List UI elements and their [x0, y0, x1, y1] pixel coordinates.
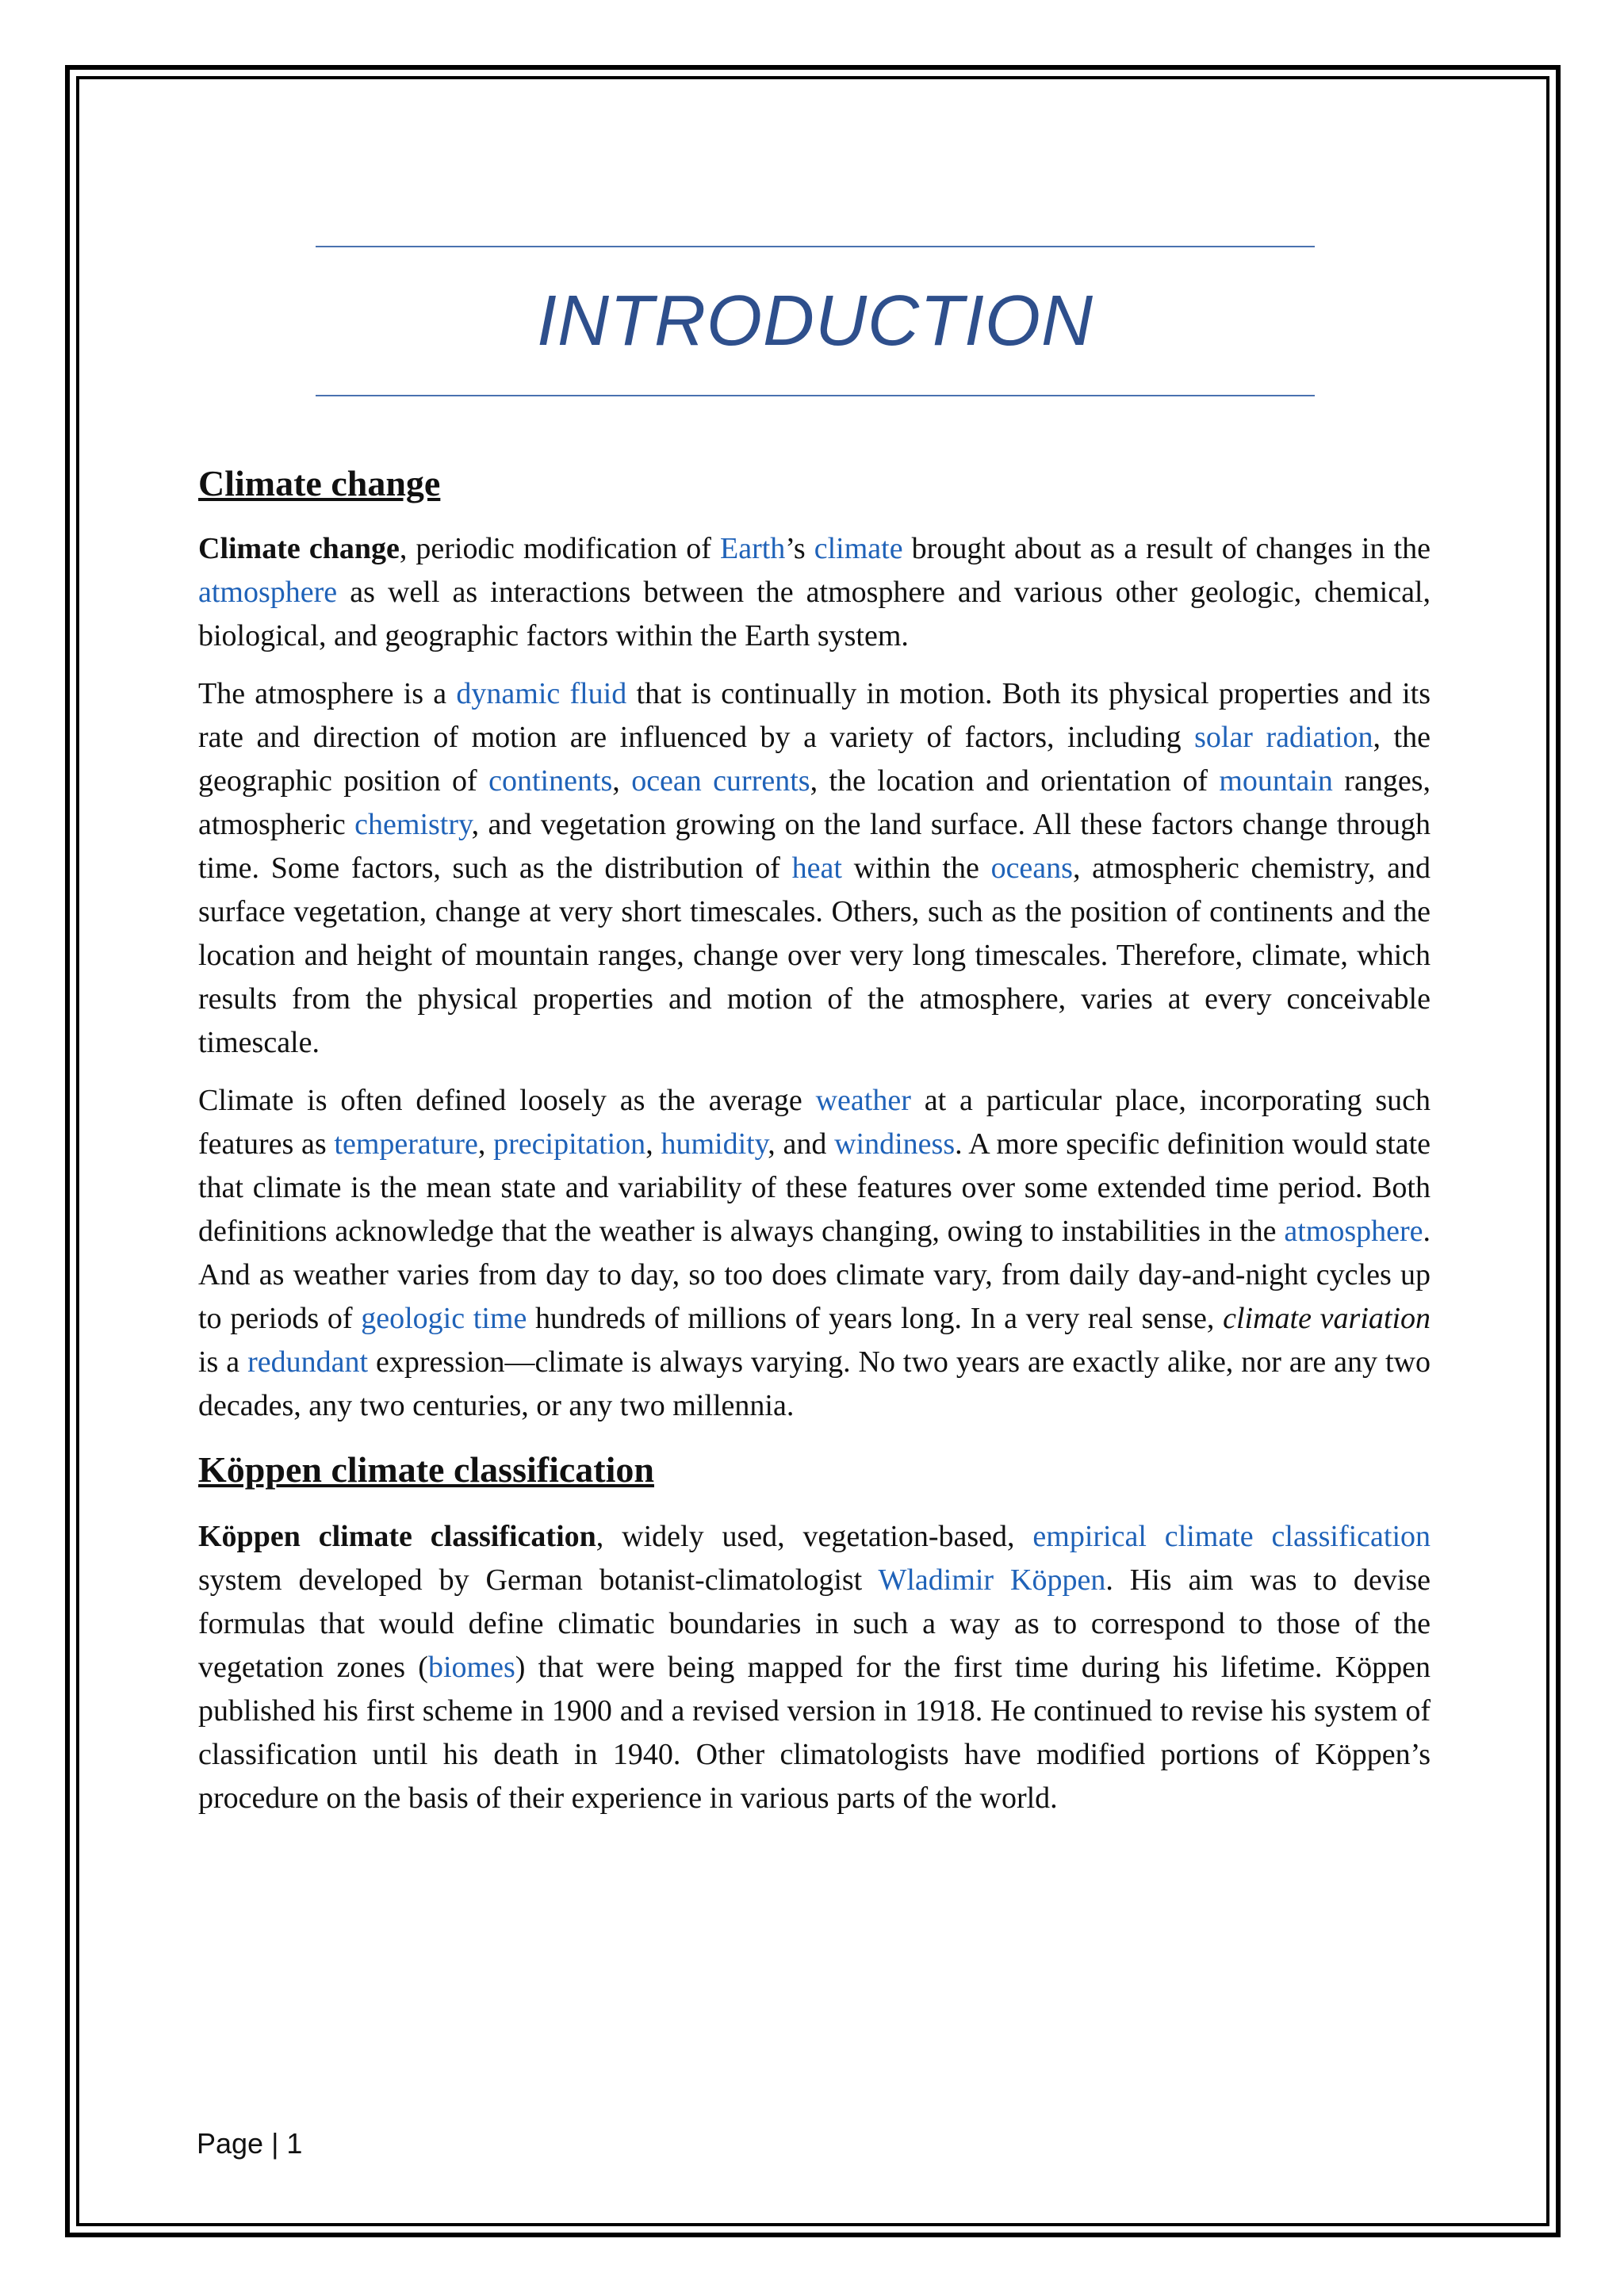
term-bold: Climate change — [198, 532, 400, 565]
link-climate[interactable]: climate — [814, 532, 903, 565]
paragraph-climate-definition — [198, 527, 1431, 658]
link-empirical-climate-classification[interactable]: empirical climate classification — [1032, 1520, 1431, 1553]
link-chemistry[interactable]: chemistry — [354, 808, 472, 841]
term-bold: Köppen climate classification — [198, 1520, 596, 1553]
text-run: , — [645, 1127, 661, 1161]
text-run: , — [612, 764, 632, 798]
text-run: as well as interactions between the atmosphere and various other geologic, chemical, biological, and geographic factors within the Earth system. — [198, 576, 1431, 652]
text-run: . And as weather varies from day to day, so too does climate vary, from daily day-and-night cycles up to periods of — [198, 1215, 1431, 1335]
link-oceans[interactable]: oceans — [990, 851, 1073, 885]
link-atmosphere-2[interactable]: atmosphere — [1284, 1215, 1423, 1248]
link-redundant[interactable]: redundant — [247, 1345, 369, 1379]
title-rule-top — [316, 246, 1315, 247]
text-run: , the geographic position of — [198, 721, 1431, 798]
paragraph-atmosphere — [198, 672, 1431, 1065]
link-geologic-time[interactable]: geologic time — [361, 1302, 527, 1335]
text-run: , and — [768, 1127, 835, 1161]
page-title: INTRODUCTION — [537, 281, 1094, 361]
text-run: ranges, atmospheric — [198, 764, 1431, 841]
text-run: , widely used, vegetation-based, — [596, 1520, 1033, 1553]
text-run: within the — [841, 851, 991, 885]
link-wladimir-koppen[interactable]: Wladimir Köppen — [878, 1563, 1106, 1597]
link-precipitation[interactable]: precipitation — [493, 1127, 646, 1161]
text-run: hundreds of millions of years long. In a very real sense, — [527, 1302, 1224, 1335]
link-solar-radiation[interactable]: solar radiation — [1194, 721, 1373, 754]
link-temperature[interactable]: temperature — [334, 1127, 478, 1161]
link-mountain[interactable]: mountain — [1219, 764, 1333, 798]
link-earth[interactable]: Earth — [720, 532, 786, 565]
paragraph-climate-weather — [198, 1079, 1431, 1428]
text-run: ’s — [785, 532, 814, 565]
section-heading-koppen: Köppen climate classification — [198, 1449, 654, 1490]
link-continents[interactable]: continents — [488, 764, 613, 798]
text-run: Climate is often defined loosely as the average — [198, 1084, 816, 1117]
paragraph-koppen — [198, 1515, 1431, 1820]
text-run: is a — [198, 1345, 248, 1379]
link-dynamic-fluid[interactable]: dynamic fluid — [456, 677, 627, 710]
text-run: , and vegetation growing on the land surface. All these factors change through time. Some factors, such as the distribution of — [198, 808, 1431, 885]
text-run: The atmosphere is a — [198, 677, 457, 710]
link-biomes[interactable]: biomes — [427, 1651, 515, 1684]
text-run: system developed by German botanist-climatologist — [198, 1563, 879, 1597]
text-run: . His aim was to devise formulas that would define climatic boundaries in such a way as to correspond to those of the vegetation zones ( — [198, 1563, 1431, 1684]
link-heat[interactable]: heat — [791, 851, 842, 885]
text-run: , atmospheric chemistry, and surface vegetation, change at very short timescales. Others, such as the position of continents and the location and height of mountain ranges, change over very long timescales. Therefore, climate, which results from the physical properties and motion of the atmosphere, varies at every conceivable timescale. — [198, 851, 1431, 1059]
text-run: , the location and orientation of — [810, 764, 1220, 798]
link-windiness[interactable]: windiness — [834, 1127, 956, 1161]
text-run: , — [477, 1127, 494, 1161]
document-body — [198, 456, 1431, 1835]
page-number: Page | 1 — [197, 2127, 303, 2160]
text-run: that is continually in motion. Both its physical properties and its rate and direction of motion are influenced by a variety of factors, including — [198, 677, 1431, 754]
link-atmosphere[interactable]: atmosphere — [198, 576, 338, 609]
text-run: ) that were being mapped for the first time during his lifetime. Köppen published his first scheme in 1900 and a revised version in 1918. He continued to revise his system of classification until his death in 1940. Other climatologists have modified portions of Köppen’s procedure on the basis of their experience in various parts of the world. — [198, 1651, 1431, 1815]
section-heading-climate-change: Climate change — [198, 463, 441, 503]
link-humidity[interactable]: humidity — [661, 1127, 768, 1161]
link-ocean-currents[interactable]: ocean currents — [631, 764, 810, 798]
title-rule-bottom — [316, 395, 1315, 396]
text-run: . A more specific definition would state that climate is the mean state and variability of these features over some extended time period. Both definitions acknowledge that the weather is always changing, owing to instabilities in the — [198, 1127, 1431, 1248]
text-run: at a particular place, incorporating such features as — [198, 1084, 1431, 1161]
text-run: , periodic modification of — [399, 532, 721, 565]
text-run: expression—climate is always varying. No two years are exactly alike, nor are any two decades, any two centuries, or any two millennia. — [198, 1345, 1431, 1422]
text-run: brought about as a result of changes in the — [902, 532, 1431, 565]
link-weather[interactable]: weather — [815, 1084, 911, 1117]
emphasis-climate-variation: climate variation — [1223, 1302, 1431, 1335]
